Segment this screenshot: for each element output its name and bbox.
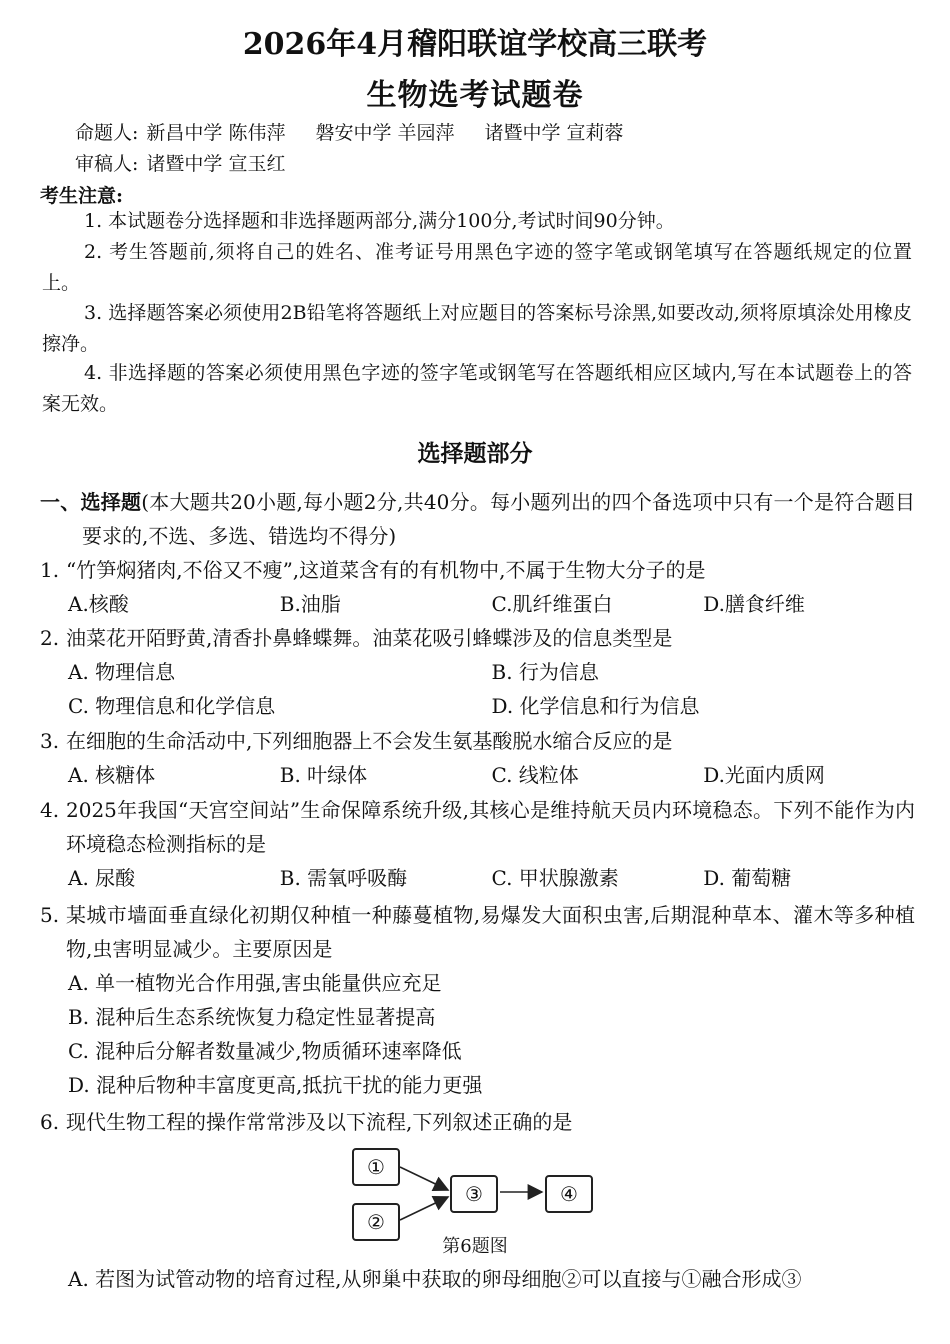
subject-title: 生物选考试题卷 <box>366 78 584 113</box>
option-d: D. 化学信息和行为信息 <box>491 694 700 718</box>
question-1 <box>40 553 915 621</box>
question-4 <box>40 793 915 895</box>
option-d: D.膳食纤维 <box>703 592 805 616</box>
author: 磐安中学 羊园萍 <box>315 122 455 144</box>
author: 新昌中学 陈伟萍 <box>146 122 286 144</box>
option-b: B. 叶绿体 <box>279 763 368 787</box>
reviewer-line <box>75 149 315 176</box>
reviewer-label: 审稿人: <box>75 153 139 175</box>
flow-diagram <box>340 1142 610 1242</box>
question-5 <box>40 898 915 1102</box>
question-2 <box>40 621 915 723</box>
question-number: 2. <box>40 626 60 650</box>
part-label: 一、选择题 <box>40 490 142 514</box>
authors-line <box>75 118 654 145</box>
option-a: A. 物理信息 <box>68 660 176 684</box>
option-b: B.油脂 <box>279 592 341 616</box>
question-number: 4. <box>40 798 60 822</box>
question-text: 某城市墙面垂直绿化初期仅种植一种藤蔓植物,易爆发大面积虫害,后期混种草本、灌木等多种植物,虫害明显减少。主要原因是 <box>66 903 915 961</box>
option-d: D.光面内质网 <box>703 763 825 787</box>
node-3: ③ <box>450 1175 498 1213</box>
notice-item: 2. 考生答题前,须将自己的姓名、准考证号用黑色字迹的签字笔或钢笔填写在答题纸规定的位置上。 <box>42 241 912 294</box>
question-text: 油菜花开陌野黄,清香扑鼻蜂蝶舞。油菜花吸引蜂蝶涉及的信息类型是 <box>66 626 673 650</box>
question-text: 现代生物工程的操作常常涉及以下流程,下列叙述正确的是 <box>66 1110 573 1134</box>
option-c: C. 混种后分解者数量减少,物质循环速率降低 <box>68 1039 462 1063</box>
question-number: 6. <box>40 1110 60 1134</box>
notice-heading: 考生注意: <box>40 185 124 207</box>
option-b: B. 需氧呼吸酶 <box>279 866 408 890</box>
option-d: D. 葡萄糖 <box>703 866 792 890</box>
node-4: ④ <box>545 1175 593 1213</box>
option-d: D. 混种后物种丰富度更高,抵抗干扰的能力更强 <box>68 1073 483 1097</box>
question-text: “竹笋焖猪肉,不俗又不瘦”,这道菜含有的有机物中,不属于生物大分子的是 <box>66 558 706 582</box>
notice-item: 1. 本试题卷分选择题和非选择题两部分,满分100分,考试时间90分钟。 <box>84 210 675 232</box>
question-number: 3. <box>40 729 60 753</box>
option-c: C. 物理信息和化学信息 <box>68 694 276 718</box>
node-1: ① <box>352 1148 400 1186</box>
question-text: 2025年我国“天宫空间站”生命保障系统升级,其核心是维持航天员内环境稳态。下列不能作为内环境稳态检测指标的是 <box>66 798 915 856</box>
question-text: 在细胞的生命活动中,下列细胞器上不会发生氨基酸脱水缩合反应的是 <box>66 729 673 753</box>
figure-caption: 第6题图 <box>442 1236 508 1257</box>
question-6-options <box>40 1262 915 1296</box>
author: 诸暨中学 宣莉蓉 <box>484 122 624 144</box>
option-c: C.肌纤维蛋白 <box>491 592 613 616</box>
option-b: B. 行为信息 <box>491 660 599 684</box>
option-a: A.核酸 <box>68 592 129 616</box>
question-number: 5. <box>40 903 60 927</box>
option-a: A. 核糖体 <box>68 763 156 787</box>
arrow-2-to-3 <box>400 1197 448 1220</box>
exam-title: 2026年4月稽阳联谊学校高三联考 <box>242 27 708 60</box>
option-a: A. 单一植物光合作用强,害虫能量供应充足 <box>68 971 442 995</box>
node-2: ② <box>352 1203 400 1241</box>
option-a: A. 尿酸 <box>68 866 136 890</box>
reviewer: 诸暨中学 宣玉红 <box>146 153 286 175</box>
question-3 <box>40 724 915 792</box>
part-heading <box>40 485 915 553</box>
option-a: A. 若图为试管动物的培育过程,从卵巢中获取的卵母细胞②可以直接与①融合形成③ <box>68 1267 802 1291</box>
authors-label: 命题人: <box>75 122 139 144</box>
notice-item: 4. 非选择题的答案必须使用黑色字迹的签字笔或钢笔写在答题纸相应区域内,写在本试题卷上的答案无效。 <box>42 362 912 415</box>
question-6 <box>40 1105 915 1139</box>
section-title: 选择题部分 <box>417 440 533 467</box>
option-b: B. 混种后生态系统恢复力稳定性显著提高 <box>68 1005 436 1029</box>
question-number: 1. <box>40 558 60 582</box>
option-c: C. 线粒体 <box>491 763 579 787</box>
notice-item: 3. 选择题答案必须使用2B铅笔将答题纸上对应题目的答案标号涂黑,如要改动,须将原填涂处用橡皮擦净。 <box>42 302 912 355</box>
option-c: C. 甲状腺激素 <box>491 866 619 890</box>
part-description: (本大题共20小题,每小题2分,共40分。每小题列出的四个备选项中只有一个是符合题目要求的,不选、多选、错选均不得分) <box>82 490 915 548</box>
arrow-1-to-3 <box>400 1167 448 1190</box>
